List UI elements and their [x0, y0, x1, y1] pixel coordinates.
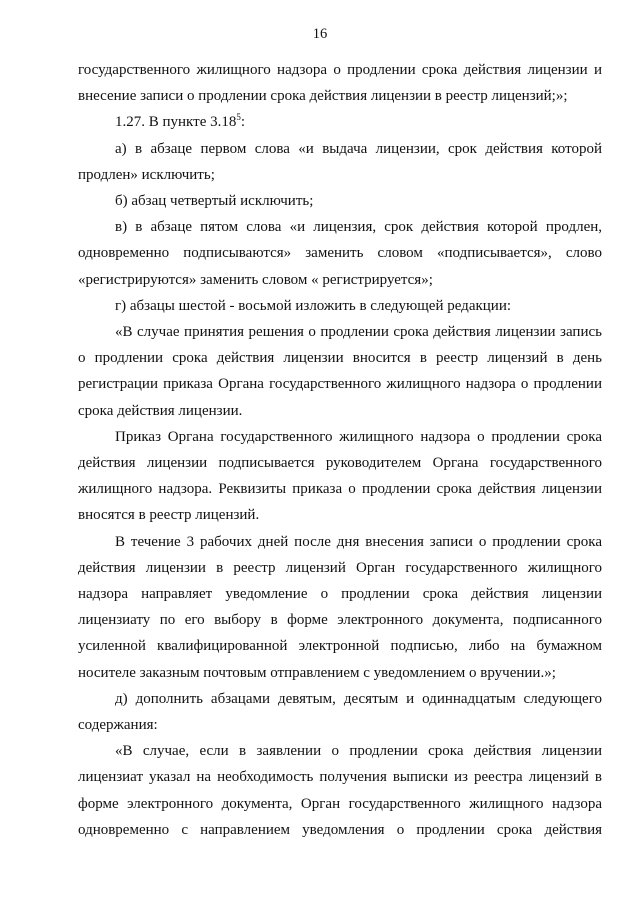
paragraph-quote-2: Приказ Органа государственного жилищного надзора о продлении срока действия лицензии подписывается руководителем Органа государственного жилищного надзора. Реквизиты приказа о продлении срока действия лицензии вносятся в реестр лицензий. [78, 428, 602, 524]
item-heading-text: 1.27. В пункте 3.18 [115, 114, 237, 131]
document-body [78, 57, 602, 843]
paragraph-continuation: государственного жилищного надзора о продлении срока действия лицензии и внесение записи о продлении срока действия лицензии в реестр лицензий;»; [78, 62, 602, 105]
page-number: 16 [312, 26, 328, 42]
item-heading-superscript: 5 [236, 112, 241, 123]
item-heading-colon: : [240, 114, 246, 131]
paragraph-subitem-a: а) в абзаце первом слова «и выдача лицензии, срок действия которой продлен» исключить; [78, 140, 602, 183]
paragraph-subitem-b: б) абзац четвертый исключить; [115, 193, 314, 210]
paragraph-subitem-v: в) в абзаце пятом слова «и лицензия, срок действия которой продлен, одновременно подписываются» заменить словом «подписывается», слово «регистрируются» заменить словом « регистрируется»; [78, 219, 602, 288]
paragraph-quote-4: «В случае, если в заявлении о продлении срока действия лицензии лицензиат указал на необходимость получения выписки из реестра лицензий в форме электронного документа, Орган государственного жилищного надзора одновременно с направлением уведомления о продлении срока действия [78, 743, 602, 838]
paragraph-quote-1: «В случае принятия решения о продлении срока действия лицензии запись о продлении срока действия лицензии вносится в реестр лицензий в день регистрации приказа Органа государственного жилищного надзора о продлении срока действия лицензии. [78, 324, 602, 419]
paragraph-subitem-d: д) дополнить абзацами девятым, десятым и одиннадцатым следующего содержания: [78, 690, 602, 734]
paragraph-subitem-g: г) абзацы шестой - восьмой изложить в следующей редакции: [115, 297, 512, 314]
paragraph-item-1-27 [78, 109, 602, 135]
paragraph-quote-3: В течение 3 рабочих дней после дня внесения записи о продлении срока действия лицензии в реестр лицензий Орган государственного жилищного надзора направляет уведомление о продлении срока действия лицензии лицензиату по его выбору в форме электронного документа, подписанного усиленной квалифицированной электронной подписью, либо на бумажном носителе заказным почтовым отправлением с уведомлением о вручении.»; [78, 533, 602, 681]
